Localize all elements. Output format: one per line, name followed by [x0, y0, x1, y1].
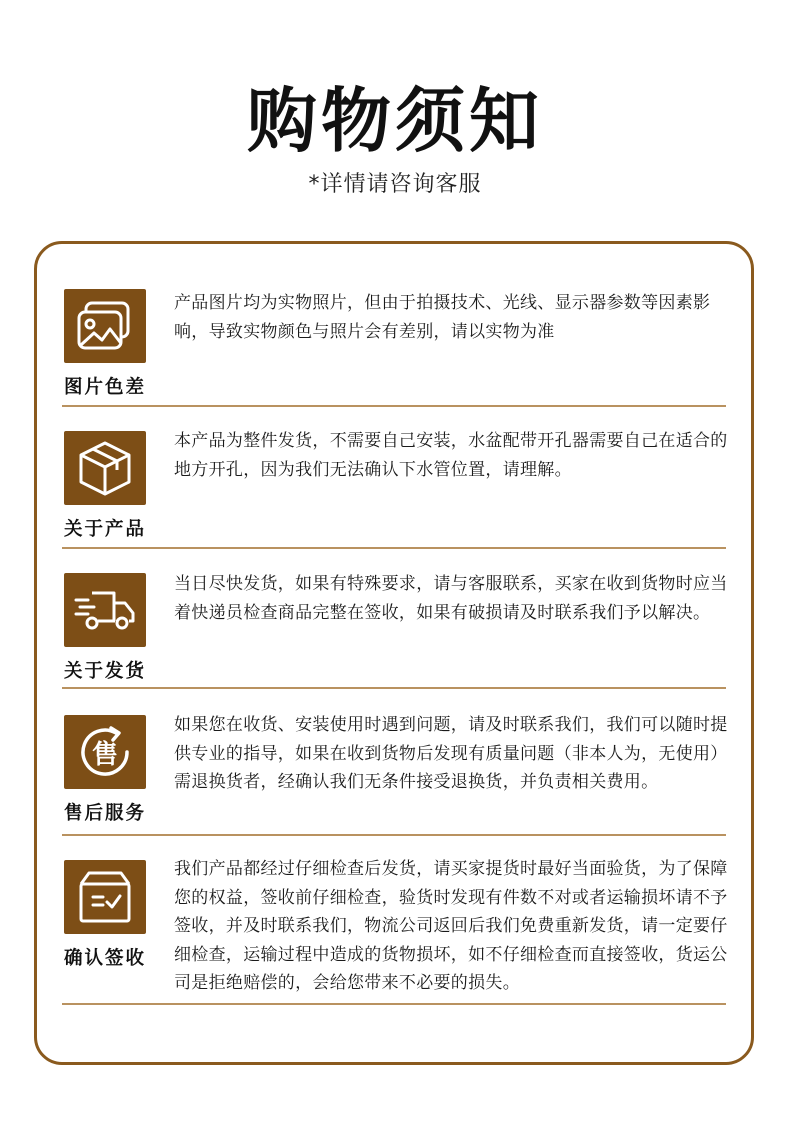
- section-text: 如果您在收货、安装使用时遇到问题，请及时联系我们，我们可以随时提供专业的指导，如果在收到货物后发现有质量问题（非本人为，无使用）需退换货者，经确认我们无条件接受退换货，并负责相关费用。: [174, 715, 728, 792]
- divider: [62, 687, 726, 689]
- section-text: 当日尽快发货，如果有特殊要求，请与客服联系，买家在收到货物时应当着快递员检查商品完整在签收，如果有破损请及时联系我们予以解决。: [174, 574, 728, 623]
- section-label: 确认签收: [64, 948, 147, 969]
- divider: [62, 834, 726, 836]
- truck-icon: [64, 573, 146, 647]
- after-sales-icon: [64, 715, 146, 789]
- image-icon: [64, 289, 146, 363]
- after-sales-glyph: 售: [91, 739, 118, 770]
- page-title: 购物须知: [247, 80, 543, 162]
- section-label: 图片色差: [64, 377, 147, 398]
- divider: [62, 1003, 726, 1005]
- section-text: 我们产品都经过仔细检查后发货，请买家提货时最好当面验货，为了保障您的权益，签收前仔细检查，验货时发现有件数不对或者运输损坏请不予签收，并及时联系我们，物流公司返回后我们免费重新发货，请一定要仔细检查，运输过程中造成的货物损坏，如不仔细检查而直接签收，货运公司是拒绝赔偿的，会给您带来不必要的损失。: [174, 859, 728, 993]
- divider: [62, 547, 726, 549]
- section-label: 关于产品: [64, 519, 147, 540]
- page-subtitle: *详情请咨询客服: [308, 172, 482, 197]
- divider: [62, 405, 726, 407]
- section-label: 售后服务: [64, 803, 147, 824]
- section-label: 关于发货: [64, 661, 147, 682]
- section-text: 产品图片均为实物照片，但由于拍摄技术、光线、显示器参数等因素影响，导致实物颜色与照片会有差别，请以实物为准: [174, 293, 711, 342]
- section-text: 本产品为整件发货，不需要自己安装，水盆配带开孔器需要自己在适合的地方开孔，因为我们无法确认下水管位置，请理解。: [174, 431, 728, 480]
- box-icon: [64, 431, 146, 505]
- package-check-icon: [64, 860, 146, 934]
